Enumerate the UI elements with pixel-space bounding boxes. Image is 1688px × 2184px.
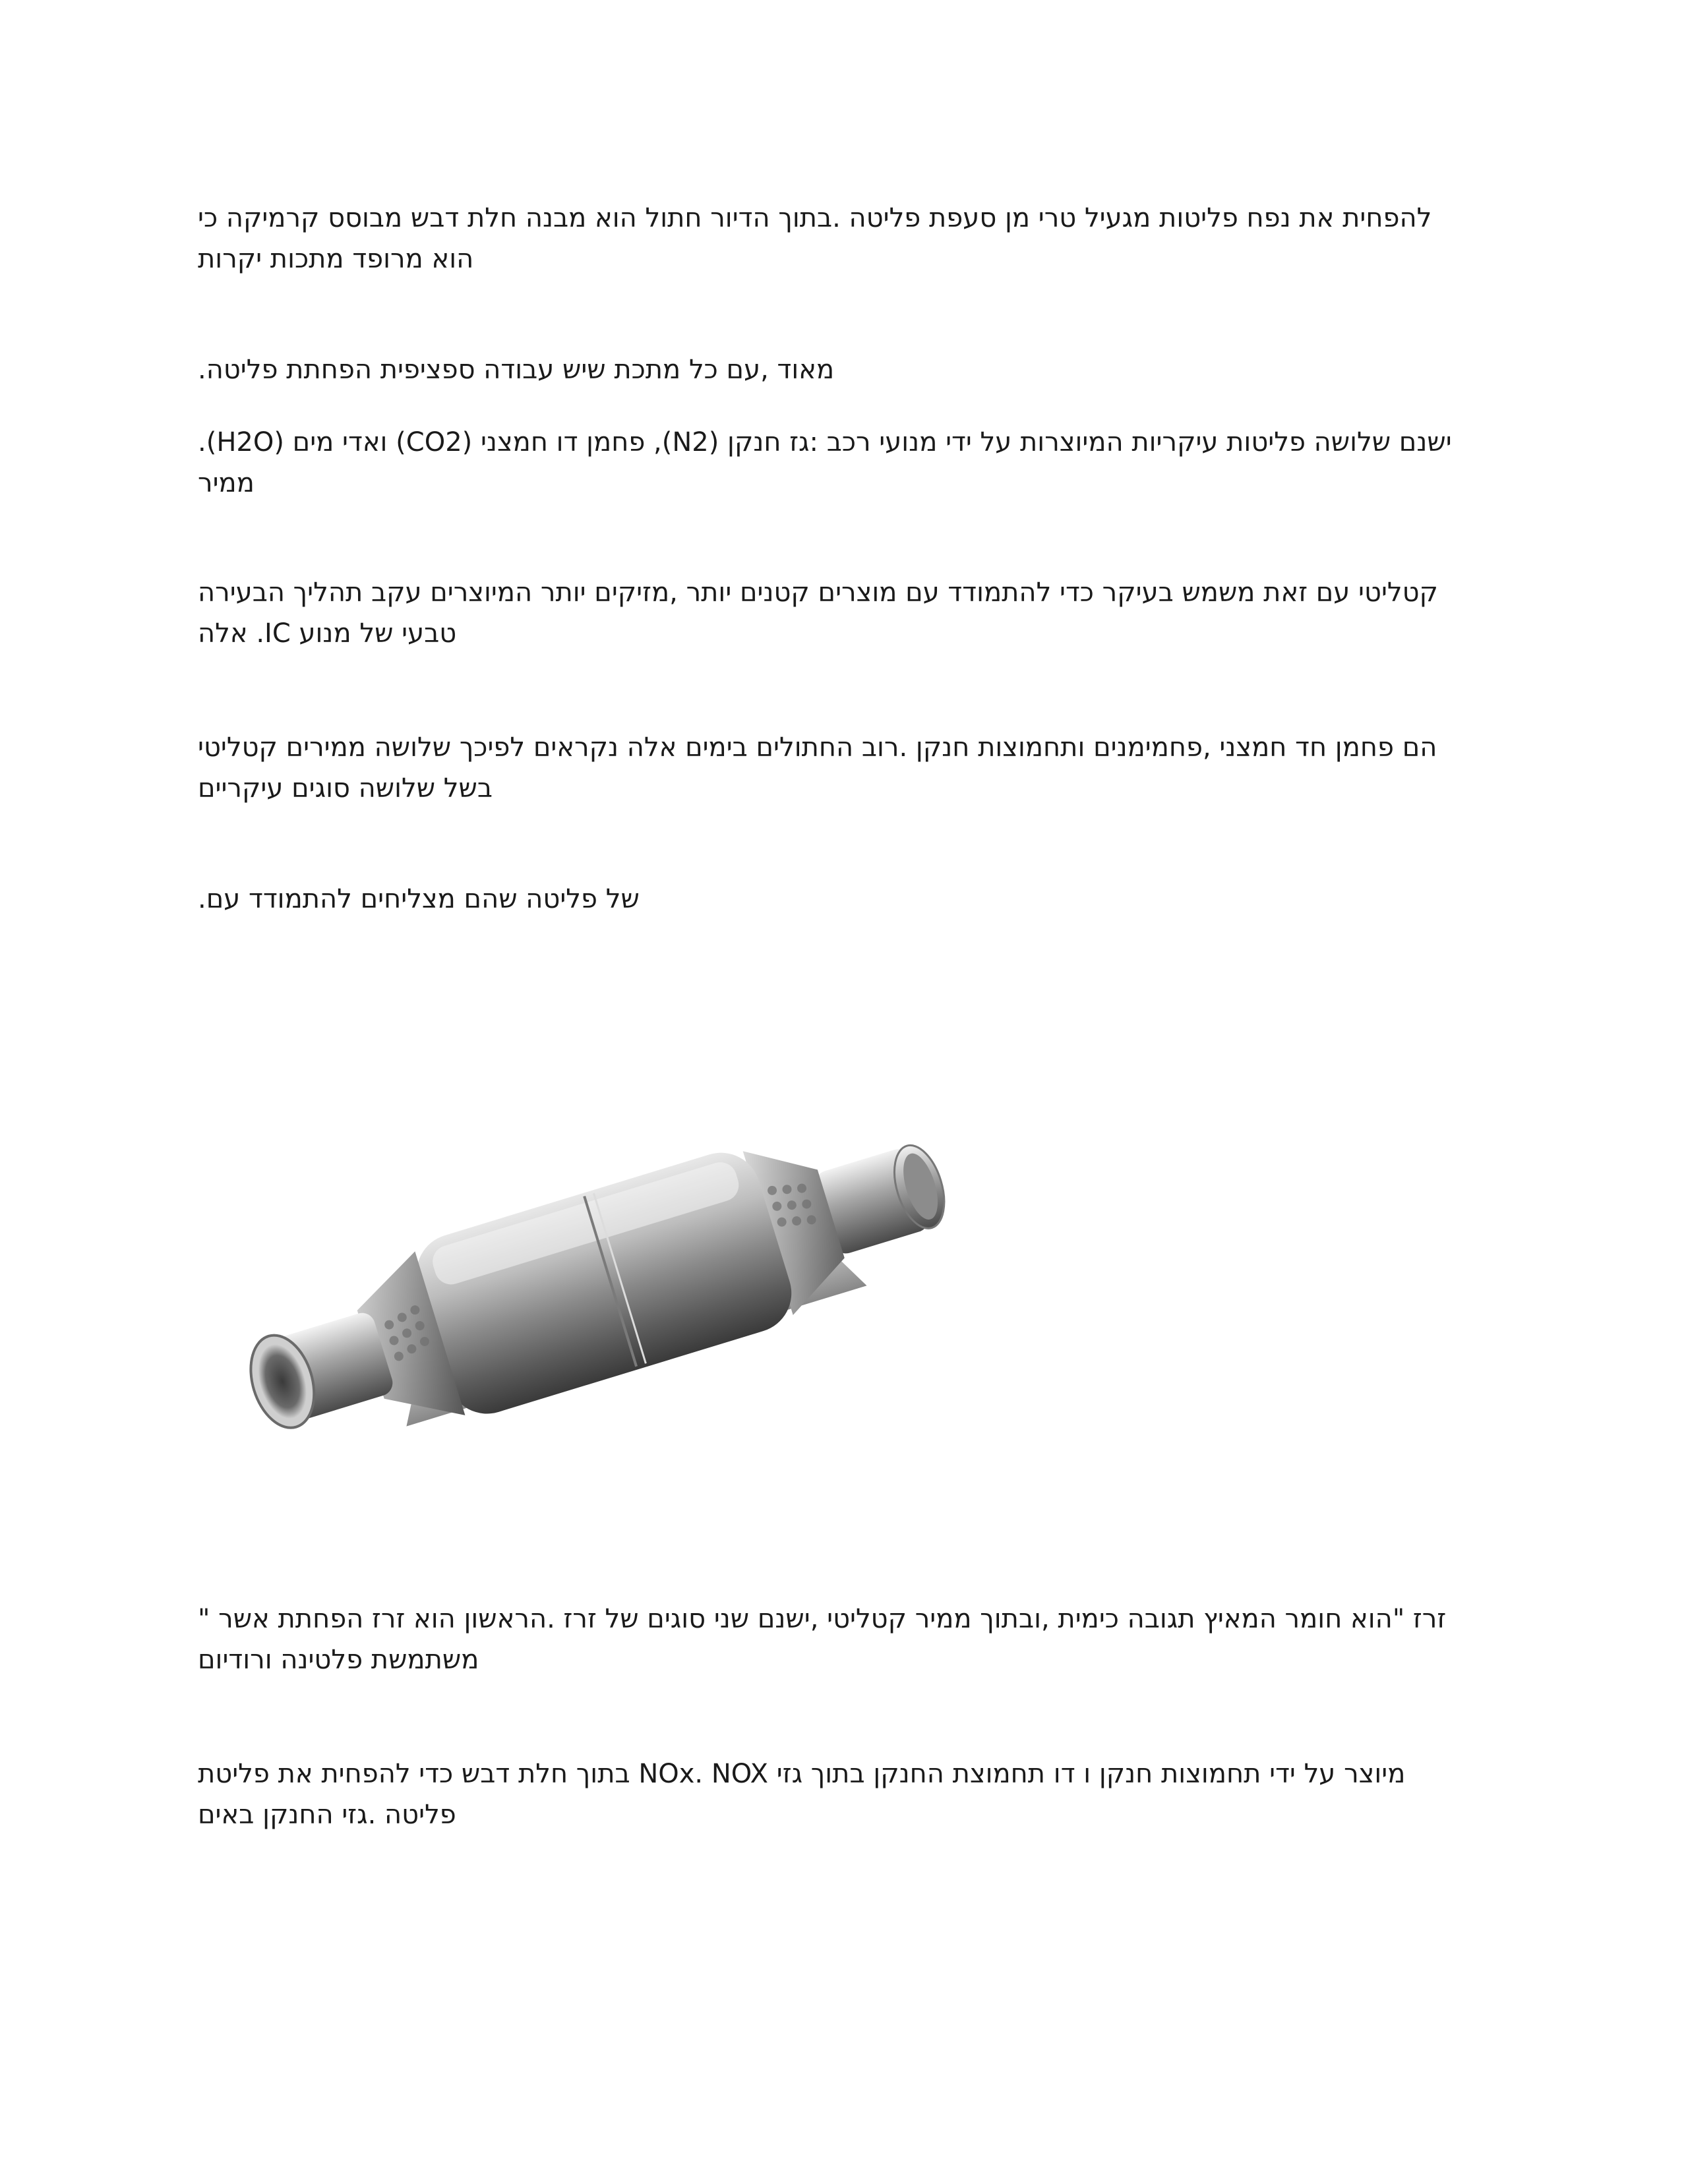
paragraph-6-line-1: של פליטה שהם מצליחים להתמודד עם. [198,884,640,914]
paragraph-1 [198,198,1484,280]
paragraph-2-line-1: מאוד ,עם כל מתכת שיש עבודה ספציפית הפחתת פליטה. [198,355,835,385]
paragraph-4-line-1: קטליטי עם זאת משמש בעיקר כדי להתמודד עם מוצרים קטנים יותר ,מזיקים יותר המיוצרים עקב תהליך הבעירה [198,577,1438,608]
catalytic-converter-image [218,1081,1029,1543]
paragraph-8-line-1: מיוצר על ידי תחמוצות חנקן ו דו תחמוצת החנקן בתוך גזי NOx. NOX בתוך חלת דבש כדי להפחית את פליטת [198,1759,1406,1789]
catalytic-converter-icon [218,1081,1029,1543]
paragraph-2 [198,349,1484,390]
paragraph-4-line-2: טבעי של מנוע IC. אלה [198,618,457,649]
paragraph-7-line-1: זרז "הוא חומר המאיץ תגובה כימית ,ובתוך ממיר קטליטי ,ישנם שני סוגים של זרז .הראשון הוא זרז הפחתת אשר " [198,1604,1447,1634]
paragraph-5-line-2: בשל שלושה סוגים עיקריים [198,773,493,804]
paragraph-6 [198,879,1484,920]
paragraph-3 [198,422,1484,504]
paragraph-3-line-1: ישנם שלושה פליטות עיקריות המיוצרות על ידי מנועי רכב :גז חנקן (N2), פחמן דו חמצני (CO2) ואדי מים (H2O). [198,427,1452,457]
paragraph-5 [198,727,1484,809]
paragraph-7-line-2: משתמשת פלטינה ורודיום [198,1645,479,1675]
paragraph-5-line-1: הם פחמן חד חמצני ,פחמימנים ותחמוצות חנקן .רוב החתולים בימים אלה נקראים לפיכך שלושה ממירים קטליטי [198,732,1437,763]
paragraph-7 [198,1599,1484,1680]
paragraph-4 [198,572,1484,654]
paragraph-1-line-2: הוא מרופד מתכות יקרות [198,244,474,274]
paragraph-8 [198,1754,1484,1835]
paragraph-8-line-2: פליטה .גזי החנקן באים [198,1800,456,1830]
paragraph-1-line-1: להפחית את נפח פליטות מגעיל טרי מן סעפת פליטה .בתוך הדיור חתול הוא מבנה חלת דבש מבוסס קרמיקה כי [198,203,1432,233]
paragraph-3-line-2: ממיר [198,468,255,498]
